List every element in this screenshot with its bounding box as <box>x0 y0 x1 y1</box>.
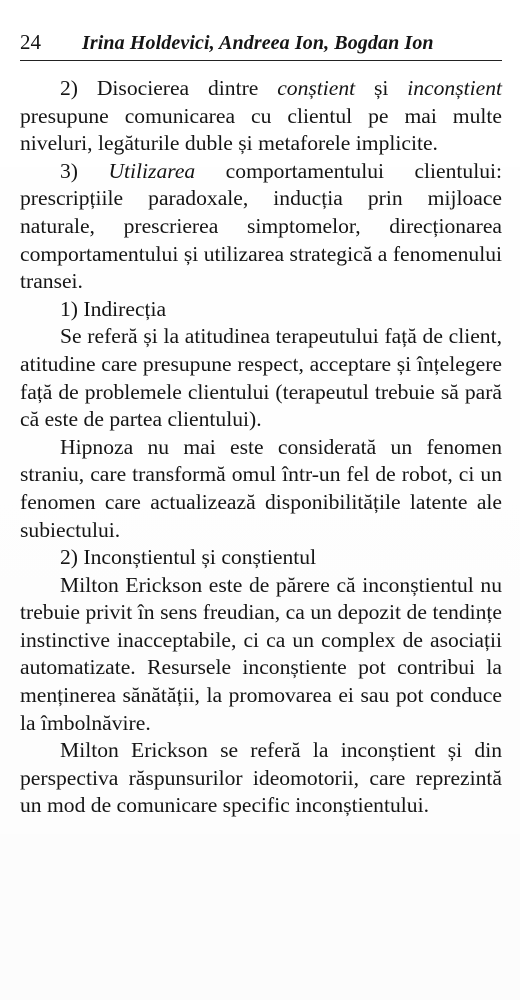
text-run: comportamentului clientului: prescripțiile paradoxale, inducția prin mijloace naturale, prescrierea simptomelor, direcționarea comportamentului și utilizarea strategică a fenomenului transei. <box>20 158 503 294</box>
paragraph-ideomotor: Milton Erickson se referă la inconștient și din perspectiva răspunsurilor ideomotorii, care reprezintă un mod de comunicare specific inconștientului. <box>20 738 502 818</box>
running-head: Irina Holdevici, Andreea Ion, Bogdan Ion <box>82 32 434 54</box>
paragraph-hypnosis: Hipnoza nu mai este considerată un fenomen straniu, care transformă omul într-un fel de robot, ci un fenomen care actualizează disponibilitățile latente ale subiectului. <box>20 434 502 542</box>
body-text <box>20 75 502 820</box>
italic-term: inconștient <box>407 76 502 100</box>
section-heading-unconscious: 2) Inconștientul și conștientul <box>60 545 317 570</box>
paragraph-dissociation <box>20 75 502 158</box>
page-number: 24 <box>20 30 41 54</box>
paragraph-therapist-attitude: Se referă și la atitudinea terapeutului față de client, atitudine care presupune respect, acceptare și înțelegere față de problemele clientului (terapeutul trebuie să pară că este de partea clientului). <box>20 324 502 432</box>
text-run: 2) Disocierea dintre <box>60 76 278 100</box>
text-run: 3) <box>60 158 109 183</box>
page-header <box>20 30 502 61</box>
text-run: presupune comunicarea cu clientul pe mai multe niveluri, legăturile duble și metaforele implicite. <box>20 103 502 156</box>
italic-term: conștient <box>277 76 356 100</box>
paragraph-utilization <box>20 158 502 296</box>
section-heading-indirection: 1) Indirecția <box>60 296 167 321</box>
italic-term: Utilizarea <box>108 158 196 183</box>
text-run: și <box>355 76 408 100</box>
paragraph-erickson-unconscious: Milton Erickson este de părere că inconștientul nu trebuie privit în sens freudian, ca un depozit de tendințe instinctive inacceptabile, ci ca un complex de asociații automatizate. Resursele inconștiente pot contribui la menținerea sănătății, la promovarea ei sau pot conduce la îmbolnăvire. <box>20 572 502 735</box>
